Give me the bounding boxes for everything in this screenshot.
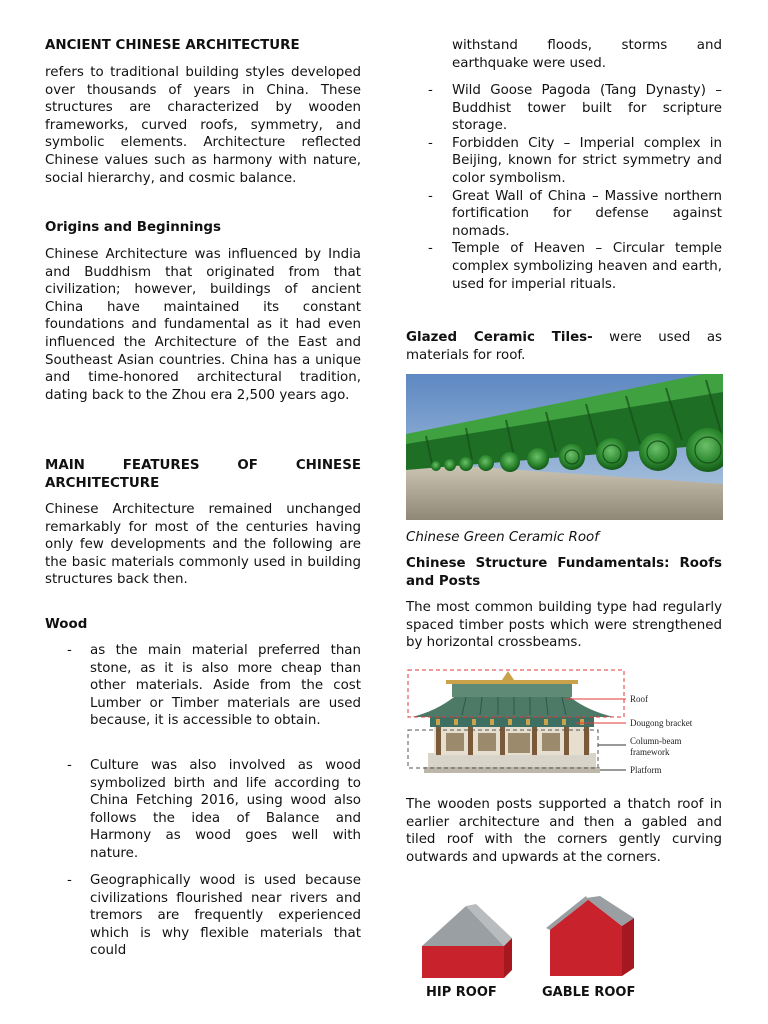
features-heading: MAIN FEATURES OF CHINESE ARCHITECTURE bbox=[45, 458, 361, 491]
roof-types-illustration bbox=[416, 896, 656, 1006]
label-roof: Roof bbox=[630, 694, 648, 704]
list-item: - Great Wall of China – Massive northern fortification for defense against nomads. bbox=[406, 188, 722, 241]
list-item: - as the main material preferred than stone, as it is also more cheap than other materials. Aside from the cost Lumber or Timber materials are used because, it is accessible to obtain. bbox=[45, 642, 361, 730]
roof-structure-diagram bbox=[406, 667, 708, 779]
roof-caption: Chinese Green Ceramic Roof bbox=[406, 530, 599, 545]
origins-heading: Origins and Beginnings bbox=[45, 220, 221, 235]
label-platform: Platform bbox=[630, 765, 662, 775]
list-item: - Temple of Heaven – Circular temple complex symbolizing heaven and earth, used for imperial rituals. bbox=[406, 240, 722, 293]
features-paragraph: Chinese Architecture remained unchanged remarkably for most of the centuries having only few developments and the following are the basic materials commonly used in building structures back then. bbox=[45, 502, 361, 588]
green-ceramic-roof-photo bbox=[406, 374, 723, 520]
wood-list bbox=[45, 642, 361, 730]
wood-list-2 bbox=[45, 757, 361, 863]
intro-paragraph: refers to traditional building styles developed over thousands of years in China. These structures are characterized by wooden frameworks, curved roofs, symmetry, and symbolic elements. Architecture reflected Chinese values such as harmony with nature, social hierarchy, and cosmic balance. bbox=[45, 65, 361, 186]
label-dougong: Dougong bracket bbox=[630, 718, 693, 728]
tiles-paragraph bbox=[406, 329, 722, 364]
tiles-text: were used as materials for roof. bbox=[406, 330, 723, 363]
hip-roof-label: HIP ROOF bbox=[426, 985, 497, 1000]
continued-text: withstand floods, storms and earthquake were used. bbox=[452, 38, 722, 71]
fundamentals-heading: Chinese Structure Fundamentals: Roofs and Posts bbox=[406, 556, 722, 589]
posts-paragraph: The wooden posts supported a thatch roof in earlier architecture and then a gabled and tiled roof with the corners gently curving outwards and upwards at the corners. bbox=[406, 797, 722, 865]
page-title: ANCIENT CHINESE ARCHITECTURE bbox=[45, 38, 300, 53]
list-item: - Forbidden City – Imperial complex in Beijing, known for strict symmetry and color symbolism. bbox=[406, 135, 722, 188]
origins-paragraph: Chinese Architecture was influenced by India and Buddhism that originated from that civilization; however, buildings of ancient China have maintained its constant foundations and fundamental as it had even influenced the Architecture of the East and Southeast Asian countries. China has a unique and time-honored architectural tradition, dating back to the Zhou era 2,500 years ago. bbox=[45, 247, 361, 403]
fundamentals-paragraph: The most common building type had regularly spaced timber posts which were strengthened by horizontal crossbeams. bbox=[406, 600, 722, 651]
wood-heading: Wood bbox=[45, 617, 88, 632]
gable-roof-label: GABLE ROOF bbox=[542, 985, 636, 1000]
label-column-2: framework bbox=[630, 747, 670, 757]
tiles-bold: Glazed Ceramic Tiles- bbox=[406, 330, 593, 345]
list-item: - Wild Goose Pagoda (Tang Dynasty) – Buddhist tower built for scripture storage. bbox=[406, 82, 722, 135]
label-column-1: Column-beam bbox=[630, 736, 682, 746]
wood-list-3 bbox=[45, 872, 361, 960]
continued-list bbox=[406, 37, 722, 72]
examples-list bbox=[406, 82, 722, 293]
list-item: - Geographically wood is used because civilizations flourished near rivers and tremors are frequently experienced which is why flexible materials that could bbox=[45, 872, 361, 960]
list-item: - Culture was also involved as wood symbolized birth and life according to China Fetching 2016, using wood also follows the idea of Balance and Harmony as wood goes well with nature. bbox=[45, 757, 361, 863]
